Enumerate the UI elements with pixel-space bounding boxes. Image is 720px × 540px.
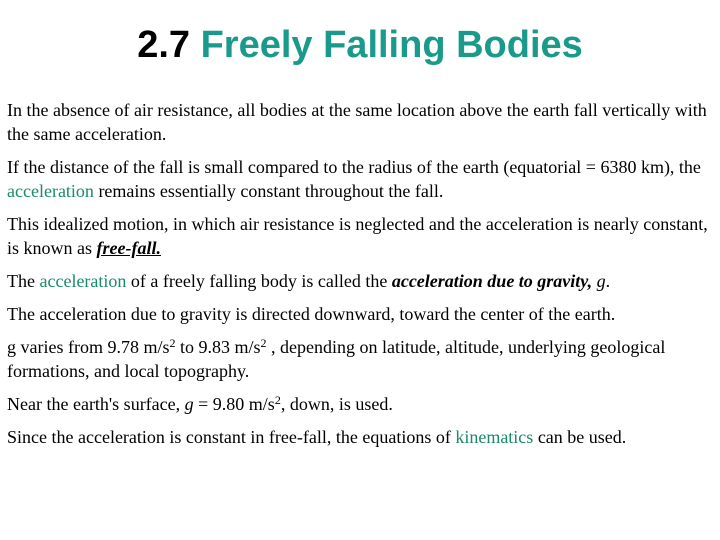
text-segment: = 9.80 m/s	[193, 394, 275, 414]
superscript: 2	[274, 393, 281, 407]
text-segment: This idealized motion, in which air resistance is neglected and the acceleration is nearly constant, is known as	[7, 214, 708, 258]
slide-title	[0, 22, 720, 68]
g-symbol: g	[596, 271, 606, 291]
text-segment: to 9.83 m/s	[175, 337, 261, 357]
superscript: 2	[260, 336, 267, 350]
text-segment: , down, is used.	[280, 394, 393, 414]
text-segment: , depending on latitude, altitude, underlying geological formations, and local topography.	[7, 337, 666, 381]
paragraph-directed-downward: The acceleration due to gravity is directed downward, toward the center of the earth.	[7, 304, 616, 324]
free-fall-term: free-fall.	[96, 238, 161, 258]
acceleration-link[interactable]: acceleration	[39, 271, 127, 291]
acceleration-due-to-gravity-term: acceleration due to gravity,	[391, 271, 593, 291]
text-segment: can be used.	[533, 427, 627, 447]
text-segment: of a freely falling body is called the	[126, 271, 392, 291]
kinematics-link[interactable]: kinematics	[455, 427, 534, 447]
superscript: 2	[169, 336, 176, 350]
paragraph-distance-small	[7, 155, 713, 203]
paragraph-kinematics	[7, 425, 713, 449]
slide-body	[7, 98, 713, 458]
g-symbol: g	[184, 394, 194, 414]
section-number: 2.7	[137, 24, 191, 66]
text-segment: remains essentially constant throughout the fall.	[93, 181, 444, 201]
paragraph-near-surface	[7, 392, 713, 416]
paragraph-idealized-motion	[7, 212, 713, 260]
acceleration-link[interactable]: acceleration	[7, 181, 94, 201]
paragraph-acceleration-due-to-gravity	[7, 269, 713, 293]
text-segment: Since the acceleration is constant in free-fall, the equations of	[7, 427, 456, 447]
text-segment: Near the earth's surface,	[7, 394, 185, 414]
title-text: Freely Falling Bodies	[200, 24, 583, 66]
paragraph-absence-air-resistance: In the absence of air resistance, all bodies at the same location above the earth fall vertically with the same acceleration.	[7, 100, 707, 144]
text-segment: If the distance of the fall is small compared to the radius of the earth (equatorial = 6380 km), the	[7, 157, 701, 177]
text-segment: g varies from 9.78 m/s	[7, 337, 170, 357]
text-segment: .	[605, 271, 611, 291]
text-segment: The	[7, 271, 40, 291]
paragraph-g-varies	[7, 335, 713, 383]
